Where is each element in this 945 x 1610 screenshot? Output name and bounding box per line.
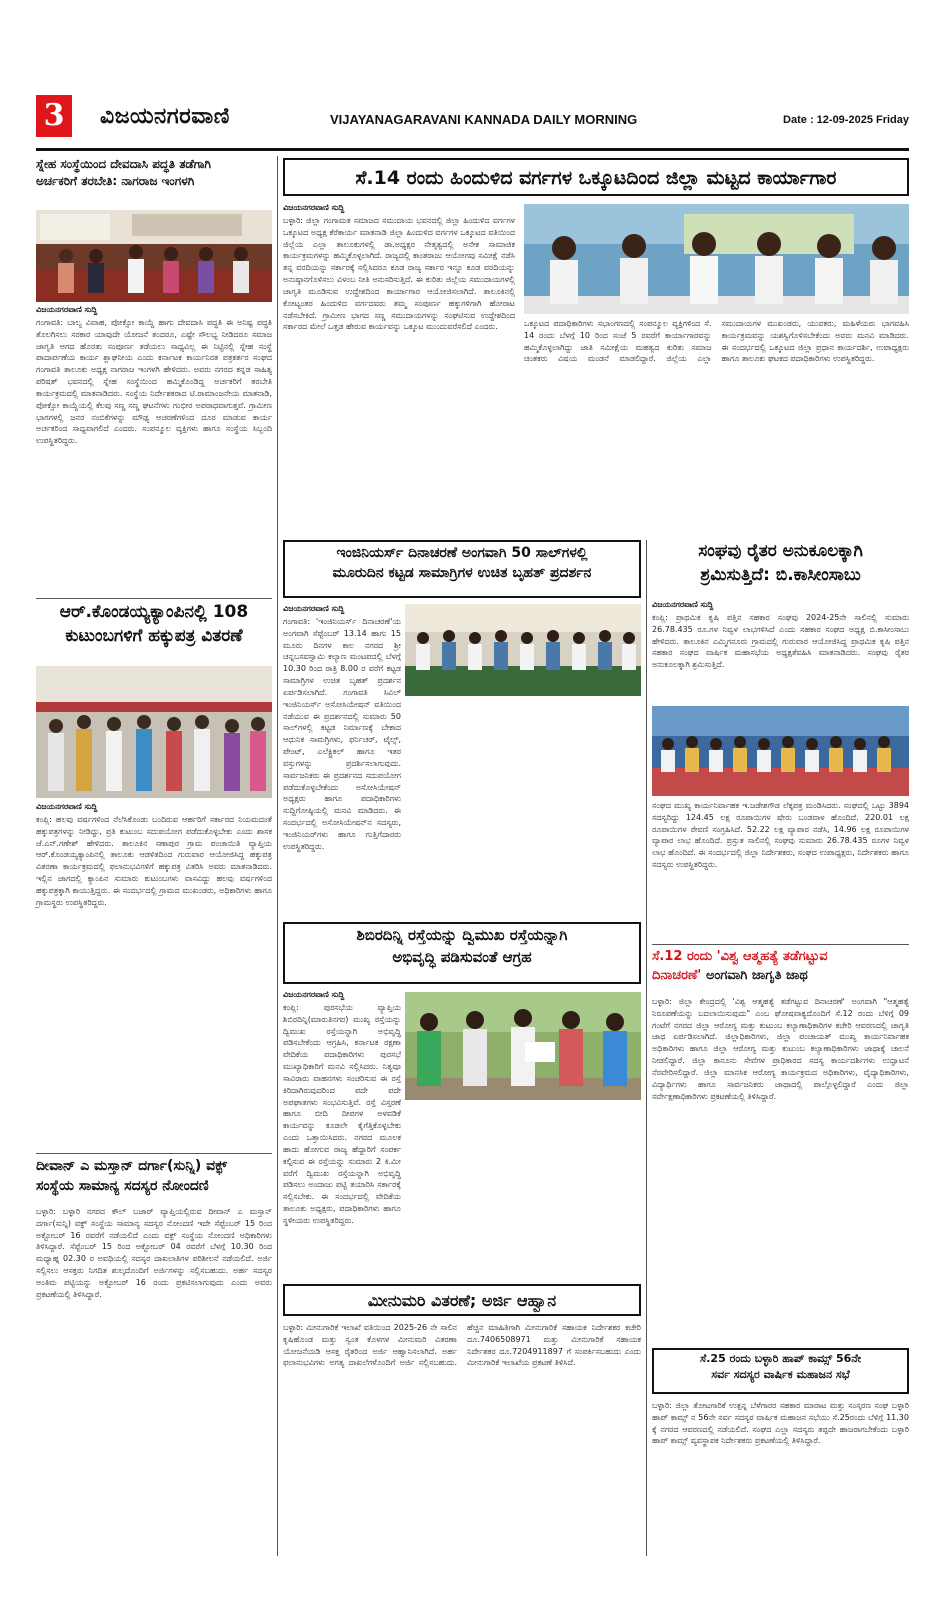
- article-fish-headline-box: [283, 1284, 641, 1316]
- article-headline: ಶ್ರಮಿಸುತ್ತಿದೆ: ಬಿ.ಕಾಸೀಂಸಾಬು: [700, 564, 861, 585]
- article-headline: ದೀವಾನ್ ಎ ಮಸ್ತಾನ್ ದರ್ಗಾ(ಸುನ್ನಿ) ವಕ್ಫ್: [36, 1158, 228, 1174]
- article-body-continued: [405, 700, 641, 916]
- article-headline: ಇಂಜಿನಿಯರ್ಸ್ ದಿನಾಚರಣೆ ಅಂಗವಾಗಿ 50 ಸಾಲ್‌ಗಳಲ್ಲಿ: [336, 545, 588, 561]
- article-headline: ಸೆ.25 ರಂದು ಬಳ್ಳಾರಿ ಹಾಪ್ ಕಾಮ್ಸ್ 56ನೇ: [699, 1352, 862, 1365]
- article-body: ಸಂಘದ ಮುಖ್ಯ ಕಾರ್ಯನಿರ್ವಾಹಕ ಇ.ಜಡೇಶಗೌಡ ಲೆಕ್ಕಪತ್ರ ಮಂಡಿಸಿದರು. ಸಂಘದಲ್ಲಿ ಒಟ್ಟು 3894 ಸದಸ್ಯರಿದ್ದು 124.45 ಲಕ್ಷ ರೂಪಾಯಿಗಳ ಷೇರು ಬಂಡವಾಳ ಹೊಂದಿದೆ. 220.01 ಲಕ್ಷ ರೂಪಾಯಿಗಳ ಠೇವಣಿ ಸಂಗ್ರಹಿಸಿದೆ. 52.22 ಲಕ್ಷ ವ್ಯಾಪಾರ ನಡೆಸಿ, 14.96 ಲಕ್ಷ ರೂಪಾಯಿಗಳ ವ್ಯಾಪಾರ ಲಾಭ ಹೊಂದಿದೆ. ಪ್ರಸ್ತುತ ಸಾಲಿನಲ್ಲಿ ಸಂಘವು ಸುಮಾರು 26.78.435 ರೂಗಳ ನಿವ್ವಳ ಲಾಭ ಹೊಂದಿದೆ. ಈ ಸಂದರ್ಭದಲ್ಲಿ ಜಿಲ್ಲಾ ನಿರ್ದೇಶಕರು, ಸಂಘದ ಉಪಾಧ್ಯಕ್ಷರು, ನಿರ್ದೇಶಕರು ಹಾಗೂ ಸದಸ್ಯರು ಉಪಸ್ಥಿತರಿದ್ದರು.: [652, 801, 909, 870]
- article-headline-red: ದಿನಾಚರಣೆ': [652, 967, 702, 983]
- article-headline: ಆರ್.ಕೊಂಡಯ್ಯಕ್ಯಾಂಪಿನಲ್ಲಿ 108: [59, 602, 249, 622]
- article-kondayya: [36, 603, 272, 646]
- article-body-continued: [283, 1188, 641, 1280]
- article-body: ಗಂಗಾವತಿ: ಬಾಲ್ಯ ವಿವಾಹ, ಪೋಕ್ಸೋ ಕಾಯ್ದೆ ಹಾಗು ದೇವದಾಸಿ ಪದ್ಧತಿ ಈ ಅನಿಷ್ಟ ಪದ್ಧತಿ ತೊಲಗಿಸಲು ಸರಕಾರ ಯಾವುದೇ ಯೋಜನೆ ತಂದರೂ, ಎಷ್ಟೇ ಸೌಲಭ್ಯ ನೀಡಿದರೂ ಸಮಾಜ ಜಾಗೃತಿ ಆಗದ ಹೊರತು ಸಂಪೂರ್ಣ ತಡೆಯಲು ಸಾಧ್ಯವಿಲ್ಲ ಈ ನಿಟ್ಟಿನಲ್ಲಿ ಸ್ನೇಹ ಸಂಸ್ಥೆ ಪಾದಾರ್ಪಣೆಯ ಕಾರ್ಯ ಶ್ಲಾಘನೀಯ ಎಂದು ಕರ್ನಾಟಕ ಕಾರ್ಯನಿರತ ಪತ್ರಕರ್ತರ ಸಂಘದ ಗಂಗಾವತಿ ತಾಲೂಕು ಅಧ್ಯಕ್ಷ ನಾಗರಾಜ ಇಂಗಳಗಿ ಹೇಳಿದರು. ಅವರು ನಗರದ ಕನ್ನಡ ಸಾಹಿತ್ಯ ಪರಿಷತ್ ಭವನದಲ್ಲಿ ಸ್ನೇಹ ಸಂಸ್ಥೆಯಿಂದ ಹಮ್ಮಿಕೊಂಡಿದ್ದ ಅರ್ಚಕರಿಗೆ ತರಬೇತಿ ಕಾರ್ಯಕ್ರಮದಲ್ಲಿ ಮಾತನಾಡಿದರು. ಸಂಸ್ಥೆಯ ನಿರ್ದೇಶಕರಾದ ಟಿ.ರಾಮಾಂಜನೇಯ ಮಾತನಾಡಿ, ಪೋಕ್ಸೋ ಕಾಯ್ದೆಯಲ್ಲಿ ಕೆಲವು ಸಣ್ಣ ಸಣ್ಣ ಘಟನೆಗಳು ಗಂಭೀರ ಅಪರಾಧವಾಗುತ್ತವೆ. ಗ್ರಾಮೀಣ ಭಾಗಗಳಲ್ಲಿ ಜನರ ನಂಬಿಕೆಗಳನ್ನು ಮೌಢ್ಯ ಆಚರಣೆಗಳಿಂದ ದೂರ ಮಾಡುವ ಕಾರ್ಯ ಅರ್ಚಕರಿಂದ ಸಾಧ್ಯವಾಗಲಿದೆ ಎಂದರು. ಸಂಪನ್ಮೂಲ ವ್ಯಕ್ತಿಗಳು ಹಾಗೂ ಸಂಸ್ಥೆಯ ಸಿಬ್ಬಂದಿ ಉಪಸ್ಥಿತರಿದ್ದರು.: [36, 318, 272, 446]
- article-waqf: [36, 1158, 272, 1194]
- article-photo: [652, 706, 909, 796]
- article-photo: [405, 604, 641, 696]
- article-suicide: [652, 950, 909, 984]
- article-headline: ಸರ್ವ ಸದಸ್ಯರ ವಾರ್ಷಿಕ ಮಹಾಜನ ಸಭೆ: [711, 1367, 850, 1381]
- page-number: 3: [36, 95, 72, 137]
- article-dateline: ವಿಜಯನಗರವಾಣಿ ಸುದ್ದಿ: [283, 604, 345, 613]
- article-headline: ಸ್ನೇಹ ಸಂಸ್ಥೆಯಿಂದ ದೇವದಾಸಿ ಪದ್ಧತಿ ತಡೆಗಾಗಿ: [36, 157, 211, 171]
- article-farmers: [652, 542, 909, 585]
- article-dateline: ವಿಜಯನಗರವಾಣಿ ಸುದ್ದಿ: [283, 990, 345, 999]
- article-body: ಗಂಗಾವತಿ: 'ಇಂಜಿನಿಯರ್ಸ್ ದಿನಾಚರಣೆ'ಯ ಅಂಗವಾಗಿ ಸೆಪ್ಟೆಂಬರ್ 13.14 ಹಾಗು 15 ಮೂರು ದಿನಗಳ ಕಾಲ ನಗರದ ಶ್ರೀ ಚನ್ನಬಸವಸ್ವಾಮಿ ಕಲ್ಯಾಣ ಮಂಟಪದಲ್ಲಿ ಬೆಳಗ್ಗೆ 10.30 ರಿಂದ ರಾತ್ರಿ 8.00 ರ ವರೆಗೆ ಕಟ್ಟಡ ಸಾಮಾಗ್ರಿಗಳ ಉಚಿತ ಬೃಹತ್ ಪ್ರದರ್ಶನ ಏರ್ಪಡಿಸಲಾಗಿದೆ. ಗಂಗಾವತಿ ಸಿವಿಲ್ ಇಂಜಿನಿಯರ್ಸ್ ಅಸೋಸಿಯೇಷನ್ ವತಿಯಿಂದ ನಡೆಯುವ ಈ ಪ್ರದರ್ಶನದಲ್ಲಿ ಸುಮಾರು 50 ಸಾಲ್‌ಗಳಲ್ಲಿ ಕಟ್ಟಡ ನಿರ್ಮಾಣಕ್ಕೆ ಬೇಕಾದ ಆಧುನಿಕ ಸಾಮಗ್ರಿಗಳು, ಫರ್ನಿಚರ್, ಟೈಲ್ಸ್, ಪೇಂಟ್, ಎಲೆಕ್ಟ್ರಿಕಲ್ ಹಾಗೂ ಇತರ ವಸ್ತುಗಳನ್ನು ಪ್ರದರ್ಶಿಸಲಾಗುವುದು. ಸಾರ್ವಜನಿಕರು ಈ ಪ್ರದರ್ಶನದ ಸದುಪಯೋಗ ಪಡೆದುಕೊಳ್ಳಬೇಕೆಂದು ಅಸೋಸಿಯೇಷನ್ ಅಧ್ಯಕ್ಷರು ಹಾಗೂ ಪದಾಧಿಕಾರಿಗಳು ಸುದ್ದಿಗೋಷ್ಠಿಯಲ್ಲಿ ಮನವಿ ಮಾಡಿದರು. ಈ ಸಂದರ್ಭದಲ್ಲಿ ಅಸೋಸಿಯೇಷನ್‌ನ ಸದಸ್ಯರು, ಇಂಜಿನಿಯರ್‌ಗಳು ಹಾಗೂ ಗುತ್ತಿಗೆದಾರರು ಉಪಸ್ಥಿತರಿದ್ದರು.: [283, 617, 401, 851]
- article-headline: ಅಭಿವೃದ್ಧಿ ಪಡಿಸುವಂತೆ ಆಗ್ರಹ: [392, 948, 532, 967]
- article-hopcoms-headline-box: [652, 1348, 909, 1394]
- article-photo: [524, 204, 909, 314]
- article-photo: [405, 992, 641, 1100]
- article-body: ಒಕ್ಕೂಟದ ಪದಾಧಿಕಾರಿಗಳು ಸಭಾಂಗಣದಲ್ಲಿ ಸಂಪನ್ಮೂಲ ವ್ಯಕ್ತಿಗಳಿಂದ ಸೆ. 14 ರಂದು ಬೆಳಗ್ಗೆ 10 ರಿಂದ ಸಂಜೆ 5 ರವರೆಗೆ ಕಾರ್ಯಾಗಾರವನ್ನು ಹಮ್ಮಿಕೊಳ್ಳಲಾಗಿದ್ದು ಜಾತಿ ಸಮೀಕ್ಷೆಯ ಮಹತ್ವದ ಕುರಿತು ಸಮಾಜ ಚಿಂತಕರು ವಿಷಯ ಮಂಡನೆ ಮಾಡಲಿದ್ದಾರೆ. ಜಿಲ್ಲೆಯ ಎಲ್ಲಾ ಸಮುದಾಯಗಳ ಮುಖಂಡರು, ಯುವಕರು, ಮಹಿಳೆಯರು ಭಾಗವಹಿಸಿ ಕಾರ್ಯಕ್ರಮವನ್ನು ಯಶಸ್ವಿಗೊಳಿಸಬೇಕೆಂದು ಅವರು ಮನವಿ ಮಾಡಿದರು. ಈ ಸಂದರ್ಭದಲ್ಲಿ ಒಕ್ಕೂಟದ ಜಿಲ್ಲಾ ಪ್ರಧಾನ ಕಾರ್ಯದರ್ಶಿ, ಉಪಾಧ್ಯಕ್ಷರು ಹಾಗೂ ತಾಲೂಕು ಘಟಕದ ಪದಾಧಿಕಾರಿಗಳು ಉಪಸ್ಥಿತರಿದ್ದರು.: [524, 319, 909, 364]
- section-divider: [652, 944, 909, 945]
- article-headline: ಸಂಸ್ಥೆಯ ಸಾಮಾನ್ಯ ಸದಸ್ಯರ ನೋಂದಣಿ: [36, 1178, 209, 1195]
- article-headline: ಶಿಬಿರದಿನ್ನಿ ರಸ್ತೆಯನ್ನು ದ್ವಿಮುಖ ರಸ್ತೆಯನ್ನಾಗಿ: [356, 926, 568, 944]
- article-body: ಬಳ್ಳಾರಿ: ಜಿಲ್ಲಾ ಗಂಗಾಮತ ಸಮಾಜದ ಸಮುದಾಯ ಭವನದಲ್ಲಿ ಜಿಲ್ಲಾ ಹಿಂದುಳಿದ ವರ್ಗಗಳ ಒಕ್ಕೂಟದ ಅಧ್ಯಕ್ಷ ಕೆರೆಕಾರ್ಯ ಮಾತನಾಡಿ ಜಿಲ್ಲಾ ಹಿಂದುಳಿದ ವರ್ಗಗಳ ಒಕ್ಕೂಟದ ವತಿಯಿಂದ ಜಿಲ್ಲೆಯ ಎಲ್ಲಾ ತಾಲೂಕುಗಳಲ್ಲಿ ಡಾ.ಅಧ್ಯಕ್ಷರ ನೇತೃತ್ವದಲ್ಲಿ ಅನೇಕ ಸಾಮಾಜಿಕ ಕಾರ್ಯಕ್ರಮಗಳನ್ನು ಹಮ್ಮಿಕೊಳ್ಳಲಾಗಿದೆ. ರಾಜ್ಯದಲ್ಲಿ ಕಾಂತರಾಜು ಆಯೋಗವು ಸಮೀಕ್ಷೆ ನಡೆಸಿ ತನ್ನ ವರದಿಯನ್ನು ಸರ್ಕಾರಕ್ಕೆ ಸಲ್ಲಿಸಿದರೂ ಕೂಡ ರಾಜ್ಯ ಸರ್ಕಾರ ಇನ್ನೂ ಕೂಡ ವರದಿಯನ್ನು ಅನುಷ್ಠಾನಗೊಳಿಸಲು ವಿಳಂಬ ನೀತಿ ಅನುಸರಿಸುತ್ತಿದೆ. ಈ ಕುರಿತು ಜಿಲ್ಲೆಯ ಸಮುದಾಯಗಳಲ್ಲಿ ಜಾಗೃತಿ ಮೂಡಿಸುವ ಉದ್ದೇಶದಿಂದ ಕಾರ್ಯಾಗಾರ ಆಯೋಜಿಸಲಾಗಿದೆ. ತಾಲೂಕಿನಲ್ಲಿ ಕೋಟ್ಯಂತರ ಹಿಂದುಳಿದ ವರ್ಗದವರು ತಮ್ಮ ಸಂಪೂರ್ಣ ಹಕ್ಕುಗಳಿಗಾಗಿ ಹೋರಾಟ ನಡೆಸಬೇಕಿದೆ. ಗ್ರಾಮೀಣ ಭಾಗದ ಸಣ್ಣ ಸಮುದಾಯಗಳನ್ನು ಸಂಘಟಿಸುವ ಉದ್ದೇಶದಿಂದ ಸರ್ಕಾರದ ಮೇಲೆ ಒತ್ತಡ ಹೇರುವ ಕಾರ್ಯವನ್ನು ಒಕ್ಕೂಟ ಮುಂದುವರೆಸಲಿದೆ ಎಂದರು.: [283, 216, 515, 332]
- article-road-headline-box: [283, 922, 641, 984]
- article-dateline: ವಿಜಯನಗರವಾಣಿ ಸುದ್ದಿ: [36, 305, 98, 314]
- article-headline: ಕುಟುಂಬಗಳಿಗೆ ಹಕ್ಕುಪತ್ರ ವಿತರಣೆ: [65, 625, 243, 646]
- section-divider: [36, 598, 272, 599]
- masthead-title-kannada: ವಿಜಯನಗರವಾಣಿ: [100, 104, 230, 129]
- column-divider: [646, 540, 647, 1556]
- article-dateline: ವಿಜಯನಗರವಾಣಿ ಸುದ್ದಿ: [283, 203, 345, 212]
- article-headline: ಅರ್ಚಕರಿಗೆ ತರಬೇತಿ: ನಾಗರಾಜ ಇಂಗಳಗಿ: [36, 173, 195, 188]
- article-headline-black: ಅಂಗವಾಗಿ ಜಾಗೃತಿ ಜಾಥ: [701, 967, 808, 983]
- article-body: ಬಳ್ಳಾರಿ: ಮೀನುಗಾರಿಕೆ ಇಲಾಖೆ ವತಿಯಿಂದ 2025-26 ನೇ ಸಾಲಿನ ಕೃಷಿಹೊಂಡ ಮತ್ತು ಸ್ವಂತ ಕೊಳಗಳ ಮೀನುಮರಿ ವಿತರಣಾ ಯೋಜನೆಯಡಿ ಆಸಕ್ತ ರೈತರಿಂದ ಅರ್ಜಿ ಆಹ್ವಾನಿಸಲಾಗಿದೆ. ಅರ್ಹ ಫಲಾನುಭವಿಗಳು ಅಗತ್ಯ ದಾಖಲೆಗಳೊಂದಿಗೆ ಅರ್ಜಿ ಸಲ್ಲಿಸಬಹುದು. ಹೆಚ್ಚಿನ ಮಾಹಿತಿಗಾಗಿ ಮೀನುಗಾರಿಕೆ ಸಹಾಯಕ ನಿರ್ದೇಶಕರ ಕಚೇರಿ ದೂ.7406508971 ಮತ್ತು ಮೀನುಗಾರಿಕೆ ಸಹಾಯಕ ನಿರ್ದೇಶಕರ ದೂ.7204911897 ಗೆ ಸಂಪರ್ಕಿಸಬಹುದು ಎಂದು ಮೀನುಗಾರಿಕೆ ಇಲಾಖೆಯ ಪ್ರಕಟಣೆ ತಿಳಿಸಿದೆ.: [283, 1323, 641, 1368]
- masthead-date: Date : 12-09-2025 Friday: [783, 114, 909, 126]
- article-body: ಬಳ್ಳಾರಿ: ಬಳ್ಳಾರಿ ನಗರದ ಕೌಲ್ ಬಜಾರ್ ವ್ಯಾಪ್ತಿಯಲ್ಲಿರುವ ದೀವಾನ್ ಎ ಮಸ್ತಾನ್ ದರ್ಗಾ(ಸುನ್ನಿ) ವಕ್ಫ್ ಸಂಸ್ಥೆಯ ಸಾಮಾನ್ಯ ಸದಸ್ಯರ ನೋಂದಣಿ ಇದೇ ಸೆಪ್ಟೆಂಬರ್ 15 ರಿಂದ ಅಕ್ಟೋಬರ್ 16 ರವರೆಗೆ ನಡೆಯಲಿದೆ ಎಂದು ವಕ್ಫ್ ಸಂಸ್ಥೆಯ ನೋಂದಣಿ ಅಧಿಕಾರಿಗಳು ತಿಳಿಸಿದ್ದಾರೆ. ಸೆಪ್ಟೆಂಬರ್ 15 ರಿಂದ ಅಕ್ಟೋಬರ್ 04 ರವರೆಗೆ ಬೆಳಗ್ಗೆ 10.30 ರಿಂದ ಮಧ್ಯಾಹ್ನ 02.30 ರ ಅವಧಿಯಲ್ಲಿ ಸದಸ್ಯರ ದಾಖಲಾತಿಗಳ ಪರಿಶೀಲನೆ ನಡೆಯಲಿದೆ. ಅರ್ಜಿ ಸಲ್ಲಿಸಲು ಆಸಕ್ತರು ನಿಗದಿತ ಶುಲ್ಕದೊಂದಿಗೆ ಅರ್ಜಿಗಳನ್ನು ಸಲ್ಲಿಸಬಹುದು. ಅರ್ಹ ಸದಸ್ಯರ ಅಂತಿಮ ಪಟ್ಟಿಯನ್ನು ಅಕ್ಟೋಬರ್ 16 ರಂದು ಪ್ರಕಟಿಸಲಾಗುವುದು ಎಂದು ಅವರು ಪ್ರಕಟಣೆಯಲ್ಲಿ ತಿಳಿಸಿದ್ದಾರೆ.: [36, 1207, 272, 1299]
- article-headline: ಮೀನುಮರಿ ವಿತರಣೆ; ಅರ್ಜಿ ಆಹ್ವಾನ: [367, 1291, 557, 1310]
- column-divider: [277, 156, 278, 1556]
- article-headline: [652, 969, 909, 984]
- article-headline: ಸೆ.14 ರಂದು ಹಿಂದುಳಿದ ವರ್ಗಗಳ ಒಕ್ಕೂಟದಿಂದ ಜಿಲ್ಲಾ ಮಟ್ಟದ ಕಾರ್ಯಾಗಾರ: [355, 167, 837, 189]
- article-headline: ಮೂರುದಿನ ಕಟ್ಟಡ ಸಾಮಾಗ್ರಿಗಳ ಉಚಿತ ಬೃಹತ್ ಪ್ರದರ್ಶನ: [332, 565, 592, 582]
- article-body: ಕಂಪ್ಲಿ: ಪುರಸಭೆಯ ವ್ಯಾಪ್ತಿಯ ಶಿಬಿರದಿನ್ನಿ(ಮಾರುತಿನಗರ) ಮುಖ್ಯ ರಸ್ತೆಯನ್ನು ದ್ವಿಮುಖ ರಸ್ತೆಯನ್ನಾಗಿ ಅಭಿವೃದ್ಧಿ ಪಡಿಸಬೇಕೆಂದು ಆಗ್ರಹಿಸಿ, ಕರ್ನಾಟಕ ರಕ್ಷಣಾ ವೇದಿಕೆಯ ಪದಾಧಿಕಾರಿಗಳು ಪುರಸಭೆ ಮುಖ್ಯಾಧಿಕಾರಿಗೆ ಮನವಿ ಸಲ್ಲಿಸಿದರು. ನಿತ್ಯವೂ ಸಾವಿರಾರು ವಾಹನಗಳು ಸಂಚರಿಸುವ ಈ ರಸ್ತೆ ಕಿರಿದಾಗಿರುವುದರಿಂದ ಪದೇ ಪದೇ ಅಪಘಾತಗಳು ಸಂಭವಿಸುತ್ತಿವೆ. ರಸ್ತೆ ವಿಸ್ತರಣೆ ಹಾಗೂ ಬೀದಿ ದೀಪಗಳ ಅಳವಡಿಕೆ ಕಾರ್ಯವನ್ನು ಕೂಡಲೇ ಕೈಗೆತ್ತಿಕೊಳ್ಳಬೇಕು ಎಂದು ಒತ್ತಾಯಿಸಿದರು. ನಗರದ ಮೂಲಕ ಹಾದು ಹೋಗುವ ರಾಜ್ಯ ಹೆದ್ದಾರಿಗೆ ಸಂಪರ್ಕ ಕಲ್ಪಿಸುವ ಈ ರಸ್ತೆಯನ್ನು ಸುಮಾರು 2 ಕಿ.ಮೀ ವರೆಗೆ ದ್ವಿಮುಖ ರಸ್ತೆಯನ್ನಾಗಿ ಅಭಿವೃದ್ಧಿ ಪಡಿಸಲು ಅಂದಾಜು ಪಟ್ಟಿ ತಯಾರಿಸಿ ಸರ್ಕಾರಕ್ಕೆ ಸಲ್ಲಿಸಬೇಕು. ಈ ಸಂದರ್ಭದಲ್ಲಿ ವೇದಿಕೆಯ ತಾಲೂಕು ಅಧ್ಯಕ್ಷರು, ಪದಾಧಿಕಾರಿಗಳು ಹಾಗೂ ಸ್ಥಳೀಯರು ಉಪಸ್ಥಿತರಿದ್ದರು.: [283, 1003, 401, 1225]
- article-engineers-headline-box: [283, 540, 641, 598]
- section-divider: [36, 1153, 272, 1154]
- article-photo: [36, 210, 272, 302]
- article-body: ಬಳ್ಳಾರಿ: ಜಿಲ್ಲಾ ತೋಟಗಾರಿಕೆ ಉತ್ಪನ್ನ ಬೆಳೆಗಾರರ ಸಹಕಾರ ಮಾರಾಟ ಮತ್ತು ಸಂಸ್ಕರಣ ಸಂಘ ಬಳ್ಳಾರಿ ಹಾಪ್ ಕಾಮ್ಸ್ ನ 56ನೇ ಸರ್ವ ಸದಸ್ಯರ ವಾರ್ಷಿಕ ಮಹಾಜನ ಸಭೆಯು ಸೆ.25ರಂದು ಬೆಳಿಗ್ಗೆ 11.30 ಕ್ಕೆ ನಗರದ ಆವರಣದಲ್ಲಿ ನಡೆಯಲಿದೆ. ಸಂಘದ ಎಲ್ಲಾ ಸದಸ್ಯರು ತಪ್ಪದೇ ಹಾಜರಾಗಬೇಕೆಂದು ಬಳ್ಳಾರಿ ಹಾಪ್ ಕಾಮ್ಸ್ ವ್ಯವಸ್ಥಾಪಕ ನಿರ್ದೇಶಕರು ಪ್ರಕಟಣೆಯಲ್ಲಿ ತಿಳಿಸಿದ್ದಾರೆ.: [652, 1401, 909, 1446]
- masthead-title-english: VIJAYANAGARAVANI KANNADA DAILY MORNING: [330, 112, 638, 127]
- article-headline: ಸಂಘವು ರೈತರ ಅನುಕೂಲಕ್ಕಾಗಿ: [698, 541, 863, 561]
- article-devadasi: [36, 158, 272, 189]
- article-backward-headline-box: [283, 158, 909, 196]
- article-headline: ಸೆ.12 ರಂದು 'ವಿಶ್ವ ಆತ್ಮಹತ್ಯೆ ತಡೆಗಟ್ಟುವ: [652, 949, 828, 964]
- article-dateline: ವಿಜಯನಗರವಾಣಿ ಸುದ್ದಿ: [36, 802, 98, 811]
- article-body: ಬಳ್ಳಾರಿ: ಜಿಲ್ಲಾ ಕೇಂದ್ರದಲ್ಲಿ 'ವಿಶ್ವ ಆತ್ಮಹತ್ಯೆ ತಡೆಗಟ್ಟುವ ದಿನಾಚರಣೆ' ಅಂಗವಾಗಿ "ಆತ್ಮಹತ್ಯೆ ನಿರೂಪಣೆಯನ್ನು ಬದಲಾಯಿಸುವುದು" ಎಂಬ ಘೋಷವಾಕ್ಯದೊಂದಿಗೆ ಸೆ.12 ರಂದು ಬೆಳಿಗ್ಗೆ 09 ಗಂಟೆಗೆ ನಗರದ ಜಿಲ್ಲಾ ಆರೋಗ್ಯ ಮತ್ತು ಕುಟುಂಬ ಕಲ್ಯಾಣಾಧಿಕಾರಿಗಳ ಕಚೇರಿ ಆವರಣದಲ್ಲಿ ಜಾಗೃತಿ ಜಾಥ ಏರ್ಪಡಿಸಲಾಗಿದೆ. ಜಿಲ್ಲಾಧಿಕಾರಿಗಳು, ಜಿಲ್ಲಾ ಪಂಚಾಯತ್ ಮುಖ್ಯ ಕಾರ್ಯನಿರ್ವಾಹಕ ಅಧಿಕಾರಿಗಳು ಹಾಗೂ ಜಿಲ್ಲಾ ಆರೋಗ್ಯ ಮತ್ತು ಕುಟುಂಬ ಕಲ್ಯಾಣಾಧಿಕಾರಿಗಳು ಜಾಥಾಕ್ಕೆ ಚಾಲನೆ ನೀಡಲಿದ್ದಾರೆ. ಜಿಲ್ಲಾ ಕಾನೂನು ಸೇವೆಗಳ ಪ್ರಾಧಿಕಾರದ ಸದಸ್ಯ ಕಾರ್ಯದರ್ಶಿಗಳು ಉದ್ಘಾಟನೆ ನೆರವೇರಿಸಲಿದ್ದಾರೆ. ಜಿಲ್ಲಾ ಮಾನಸಿಕ ಆರೋಗ್ಯ ಕಾರ್ಯಕ್ರಮದ ಅಧಿಕಾರಿಗಳು, ವೈದ್ಯಾಧಿಕಾರಿಗಳು, ವಿದ್ಯಾರ್ಥಿಗಳು ಹಾಗೂ ಸಾರ್ವಜನಿಕರು ಜಾಥಾದಲ್ಲಿ ಪಾಲ್ಗೊಳ್ಳಲಿದ್ದಾರೆ ಎಂದು ಜಿಲ್ಲಾ ಸರ್ವೇಕ್ಷಣಾಧಿಕಾರಿಗಳು ಪ್ರಕಟಣೆಯಲ್ಲಿ ತಿಳಿಸಿದ್ದಾರೆ.: [652, 997, 909, 1101]
- article-photo: [36, 666, 272, 798]
- article-dateline: ವಿಜಯನಗರವಾಣಿ ಸುದ್ದಿ: [652, 600, 714, 609]
- article-body: ಕಂಪ್ಲಿ: ಹಲವು ವರ್ಷಗಳಿಂದ ನೆಲೆಸಿಕೊಂಡು ಬಂದಿರುವ ಆರ್ಹರಿಗೆ ಸರ್ಕಾರದ ನಿಯಮದಂತೆ ಹಕ್ಕುಪತ್ರಗಳನ್ನು ನೀಡಿದ್ದು, ಪ್ರತಿ ಕುಟುಂಬ ಸದುಪಯೋಗ ಪಡೆದುಕೊಳ್ಳಬೇಕು ಎಂದು ಶಾಸಕ ಜೆ.ಎನ್.ಗಣೇಶ್ ಹೇಳಿದರು. ತಾಲೂಕಿನ ಸಣಾಪುರ ಗ್ರಾಮ ಪಂಚಾಯಿತಿ ವ್ಯಾಪ್ತಿಯ ಆರ್.ಕೊಂಡಯ್ಯಕ್ಯಾಂಪಿನಲ್ಲಿ ತಾಲೂಕು ಆಡಳಿತದಿಂದ ಗುರುವಾರ ಆಯೋಜಿಸಿದ್ದ ಹಕ್ಕುಪತ್ರ ವಿತರಣಾ ಕಾರ್ಯಕ್ರಮದಲ್ಲಿ ಫಲಾನುಭವಿಗಳಿಗೆ ಹಕ್ಕುಪತ್ರ ವಿತರಿಸಿ ಅವರು ಮಾತನಾಡಿದರು. ಇಲ್ಲಿನ ಜಾಗದಲ್ಲಿ ಕ್ಯಾಂಪಿನ ಸುಮಾರು ಕುಟುಂಬಗಳು ವಾಸವಿದ್ದು ಹಲವು ವರ್ಷಗಳಿಂದ ಹಕ್ಕುಪತ್ರಕ್ಕಾಗಿ ಕಾಯುತ್ತಿದ್ದರು. ಈ ಸಂದರ್ಭದಲ್ಲಿ ಗ್ರಾಮದ ಮುಖಂಡರು, ಅಧಿಕಾರಿಗಳು ಹಾಗೂ ಗ್ರಾಮಸ್ಥರು ಉಪಸ್ಥಿತರಿದ್ದರು.: [36, 815, 272, 907]
- article-body: ಕಂಪ್ಲಿ: ಪ್ರಾಥಮಿಕ ಕೃಷಿ ಪತ್ತಿನ ಸಹಕಾರ ಸಂಘವು 2024-25ನೇ ಸಾಲಿನಲ್ಲಿ ಸುಮಾರು 26.78.435 ರೂ.ಗಳ ನಿವ್ವಳ ಲಾಭಗಳಿಸಿದೆ ಎಂದು ಸಹಕಾರ ಸಂಘದ ಅಧ್ಯಕ್ಷ ಬಿ.ಕಾಸೀಂಸಾಬು ಹೇಳಿದರು. ತಾಲೂಕಿನ ಎಮ್ಮಿಗನೂರು ಗ್ರಾಮದಲ್ಲಿ ಗುರುವಾರ ಆಯೋಜಿಸಿದ್ದ ಪ್ರಾಥಮಿಕ ಕೃಷಿ ಪತ್ತಿನ ಸಹಕಾರ ಸಂಘದ ವಾರ್ಷಿಕ ಮಹಾಸಭೆಯ ಅಧ್ಯಕ್ಷತೆವಹಿಸಿ ಮಾತನಾಡಿದರು. ಸಂಘವು ರೈತರ ಅನುಕೂಲಕ್ಕಾಗಿ ಶ್ರಮಿಸುತ್ತಿದೆ.: [652, 613, 909, 670]
- masthead-rule: [36, 148, 909, 151]
